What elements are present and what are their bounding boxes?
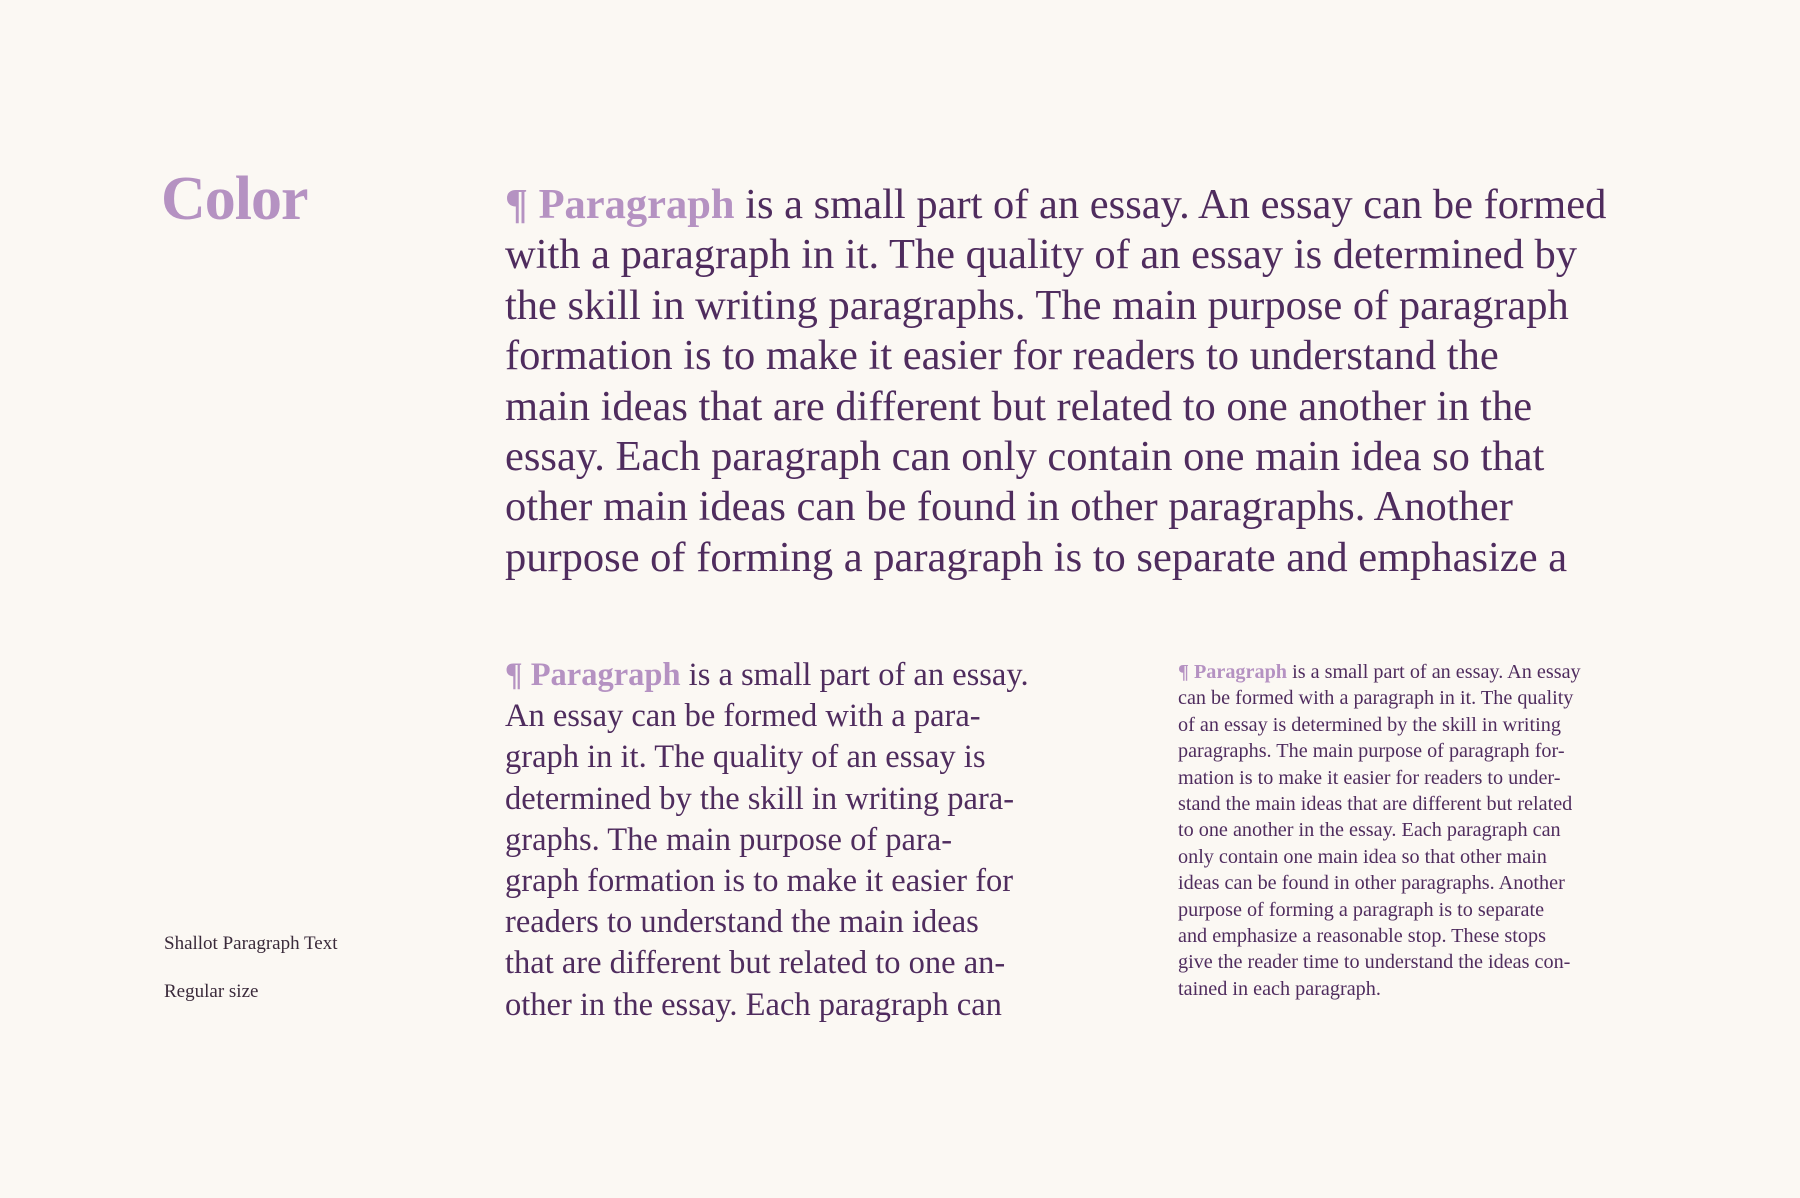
paragraph-specimen-medium xyxy=(505,655,1085,1029)
font-name-label: Shallot Paragraph Text xyxy=(164,933,338,954)
text-line: is a small part of an essay. An essay xyxy=(1287,661,1581,683)
text-line: purpose of forming a paragraph is to separate and emphasize a xyxy=(505,533,1568,581)
paragraph-specimen-large xyxy=(505,180,1650,585)
text-line: determined by the skill in writing para- xyxy=(505,780,1015,817)
text-line: can be formed with a paragraph in it. The quality xyxy=(1178,687,1574,710)
text-line: main ideas that are different but related to one another in the xyxy=(505,382,1533,430)
text-line: the skill in writing paragraphs. The main purpose of paragraph xyxy=(505,281,1569,329)
text-line: An essay can be formed with a para- xyxy=(505,698,981,735)
text-line: is a small part of an essay. An essay can be formed xyxy=(734,181,1607,228)
text-line: graphs. The main purpose of para- xyxy=(505,821,953,858)
text-line: other main ideas can be found in other paragraphs. Another xyxy=(505,483,1513,531)
text-line: is a small part of an essay. xyxy=(680,657,1029,693)
text-line: other in the essay. Each paragraph can xyxy=(505,986,1002,1023)
text-line: purpose of forming a paragraph is to separate xyxy=(1178,898,1545,921)
text-line: paragraphs. The main purpose of paragraph for- xyxy=(1178,740,1565,763)
paragraph-specimen-small xyxy=(1178,659,1653,1009)
text-line: give the reader time to understand the ideas con- xyxy=(1178,951,1571,974)
pilcrow-icon: ¶ xyxy=(505,181,528,228)
text-line: and emphasize a reasonable stop. These stops xyxy=(1178,925,1546,948)
paragraph-lead-word: Paragraph xyxy=(1193,661,1288,683)
text-line: of an essay is determined by the skill in writing xyxy=(1178,713,1561,736)
text-line: graph in it. The quality of an essay is xyxy=(505,739,986,776)
text-line: formation is to make it easier for readers to understand the xyxy=(505,332,1499,380)
text-line: tained in each paragraph. xyxy=(1178,977,1381,1000)
text-line: stand the main ideas that are different but related xyxy=(1178,793,1573,816)
size-label: Regular size xyxy=(164,981,259,1002)
text-line: graph formation is to make it easier for xyxy=(505,863,1014,900)
pilcrow-icon: ¶ xyxy=(505,657,523,693)
text-line: that are different but related to one an- xyxy=(505,945,1006,982)
text-line: with a paragraph in it. The quality of an essay is determined by xyxy=(505,231,1578,279)
text-line: only contain one main idea so that other main xyxy=(1178,845,1547,868)
text-line: ideas can be found in other paragraphs. Another xyxy=(1178,872,1565,895)
text-line: mation is to make it easier for readers to under- xyxy=(1178,766,1561,789)
paragraph-lead-word: Paragraph xyxy=(538,181,735,228)
paragraph-lead-word: Paragraph xyxy=(530,657,681,693)
text-line: to one another in the essay. Each paragraph can xyxy=(1178,819,1561,842)
pilcrow-icon: ¶ xyxy=(1178,661,1189,683)
text-line: essay. Each paragraph can only contain one main idea so that xyxy=(505,433,1545,481)
section-title: Color xyxy=(161,165,308,233)
text-line: readers to understand the main ideas xyxy=(505,904,979,941)
